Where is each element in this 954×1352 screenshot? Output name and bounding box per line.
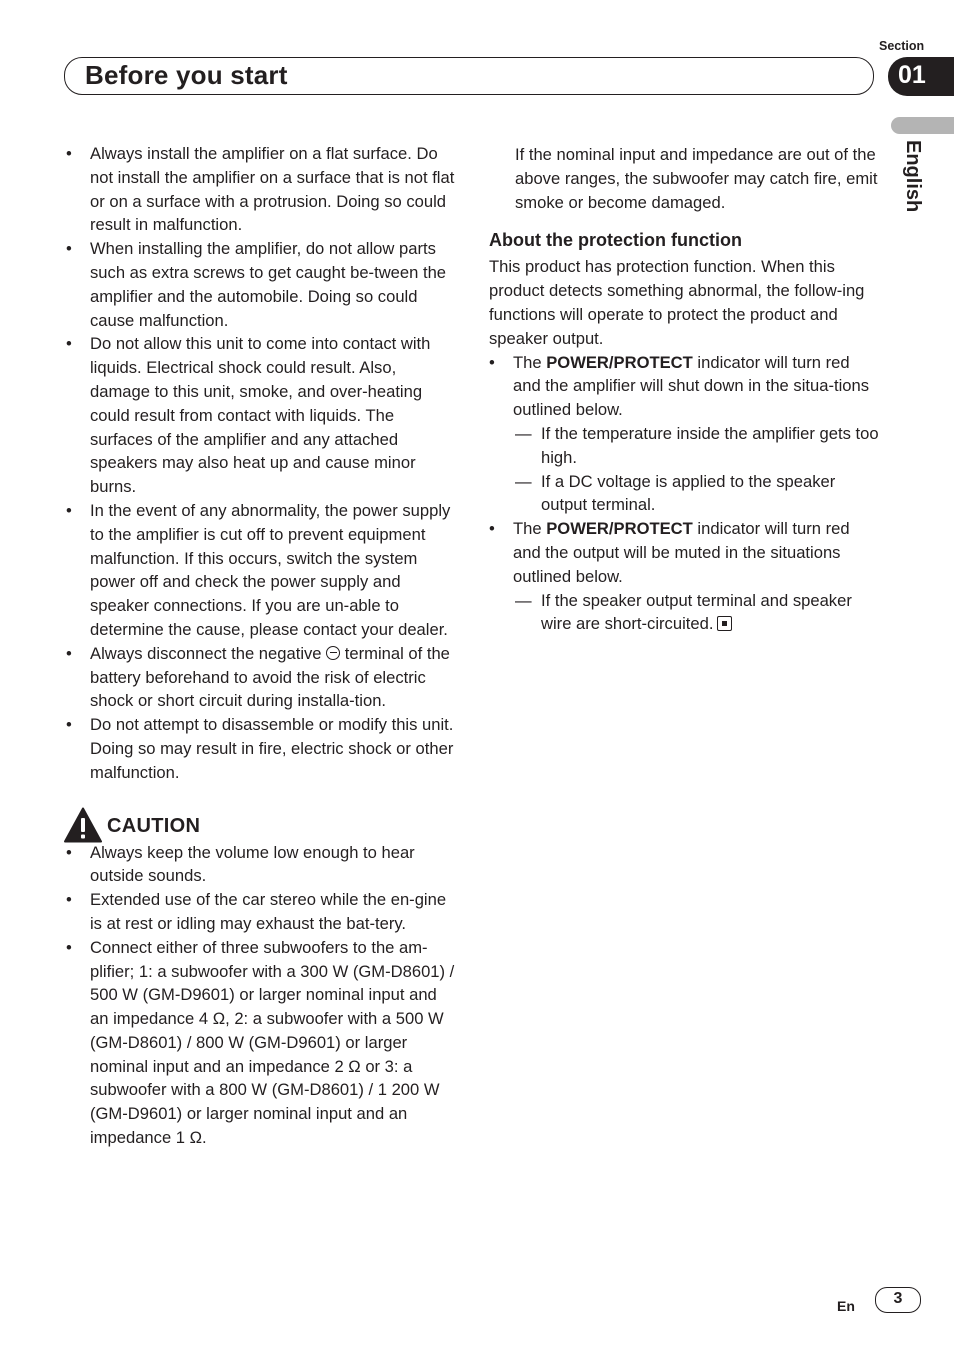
protection-item-prefix: The xyxy=(513,519,547,539)
list-item xyxy=(66,713,458,784)
list-item xyxy=(66,237,458,332)
list-item-text-start: Always disconnect the negative xyxy=(90,643,327,663)
protection-item-suffix: indicator will turn red and the amplifier will shut down in the situa-tions outlined below. xyxy=(513,352,870,420)
bullet-icon: • xyxy=(66,334,72,354)
protection-item xyxy=(489,517,879,588)
protection-item xyxy=(489,351,879,422)
end-of-section-icon xyxy=(717,616,732,631)
sub-list-item-text: If the speaker output terminal and speaker wire are short-circuited. xyxy=(541,590,852,634)
caution-item xyxy=(66,936,458,1150)
bullet-icon: • xyxy=(66,715,72,735)
list-item-text: Do not allow this unit to come into contact with liquids. Electrical shock could result. Also, damage to this unit, smoke, and over-heating could result from contact with liquids. The surfaces of the amplifier and any attached speakers may also heat up and cause minor burns. xyxy=(90,334,431,497)
list-item xyxy=(66,332,458,499)
negative-terminal-icon xyxy=(326,646,340,660)
list-item xyxy=(66,142,458,237)
caution-item-text: Extended use of the car stereo while the en-gine is at rest or idling may exhaust the bat-tery. xyxy=(90,890,447,933)
caution-item-text: Always keep the volume low enough to hear outside sounds. xyxy=(90,842,415,886)
protection-item-suffix: indicator will turn red and the output will be muted in the situations outlined below. xyxy=(513,519,850,586)
caution-item xyxy=(66,841,458,889)
caution-item-text: Connect either of three subwoofers to the am-plifier; 1: a subwoofer with a 300 W (GM-D8601) / 500 W (GM-D9601) or larger nominal input and an impedance 4 Ω, 2: a subwoofer with a 500 W (GM-D8601) / 800 W (GM-D9601) or larger nominal input and an impedance 2 Ω or 3: a subwoofer with a 800 W (GM-D8601) / 1 200 W (GM-D9601) or larger nominal input and an impedance 1 Ω. xyxy=(90,937,455,1148)
list-item xyxy=(66,499,458,642)
page-title: Before you start xyxy=(85,60,288,90)
bullet-icon: • xyxy=(66,144,72,163)
left-column xyxy=(66,142,458,1150)
sub-list-item-text: If the temperature inside the amplifier gets too high. xyxy=(541,423,879,467)
page-number-badge xyxy=(875,1287,921,1313)
section-label: Section xyxy=(879,39,925,53)
warning-triangle-icon xyxy=(64,807,102,843)
list-item-text-end: terminal of the battery beforehand to avoid the risk of electric shock or short circuit during installa-tion. xyxy=(90,643,450,711)
caution-title: CAUTION xyxy=(107,814,201,837)
indicator-keyword: POWER/PROTECT xyxy=(546,352,693,372)
dash-icon: — xyxy=(515,423,532,443)
bullet-icon: • xyxy=(66,937,72,957)
protection-item-prefix: The xyxy=(513,352,547,372)
list-item xyxy=(66,642,458,713)
bullet-icon: • xyxy=(66,842,72,862)
protection-intro: This product has protection function. When this product detects something abnormal, the follow-ing functions will operate to protect the product and speaker output. xyxy=(489,257,865,348)
bullet-icon: • xyxy=(66,643,72,663)
bullet-icon: • xyxy=(489,519,495,539)
bullet-icon: • xyxy=(66,890,72,910)
list-item-text: Always install the amplifier on a flat surface. Do not install the amplifier on a surface that is not flat or on a surface with a protrusion. Doing so could result in malfunction. xyxy=(90,144,455,235)
sub-list-item-text: If a DC voltage is applied to the speaker output terminal. xyxy=(541,471,836,515)
caution-item xyxy=(66,888,458,936)
title-bar xyxy=(64,57,874,95)
footer-language-code: En xyxy=(837,1298,855,1314)
section-number-tab xyxy=(888,57,954,96)
bullet-icon: • xyxy=(489,352,495,372)
right-column xyxy=(489,143,879,636)
list-item-text: In the event of any abnormality, the power supply to the amplifier is cut off to prevent equipment malfunction. If this occurs, switch the system power off and check the power supply and speaker connections. If you are un-able to determine the cause, please contact your dealer. xyxy=(90,500,451,639)
bullet-icon: • xyxy=(66,500,72,520)
dash-icon: — xyxy=(515,471,532,491)
language-tab-label: English xyxy=(902,140,924,213)
language-tab-marker xyxy=(891,117,954,134)
sub-list-item xyxy=(515,422,879,470)
sub-list-item xyxy=(515,470,879,518)
bullet-icon: • xyxy=(66,239,72,259)
list-item-text: When installing the amplifier, do not allow parts such as extra screws to get caught be-tween the amplifier and the automobile. Doing so could cause malfunction. xyxy=(90,239,447,330)
indicator-keyword: POWER/PROTECT xyxy=(546,519,693,539)
continuation-paragraph: If the nominal input and impedance are out of the above ranges, the subwoofer may catch fire, emit smoke or become damaged. xyxy=(515,145,878,212)
protection-heading: About the protection function xyxy=(489,230,742,251)
page-number: 3 xyxy=(893,1290,903,1307)
section-number: 01 xyxy=(898,61,926,89)
dash-icon: — xyxy=(515,590,532,610)
list-item-text: Do not attempt to disassemble or modify this unit. Doing so may result in fire, electric shock or other malfunction. xyxy=(90,715,454,782)
sub-list-item xyxy=(515,589,879,637)
